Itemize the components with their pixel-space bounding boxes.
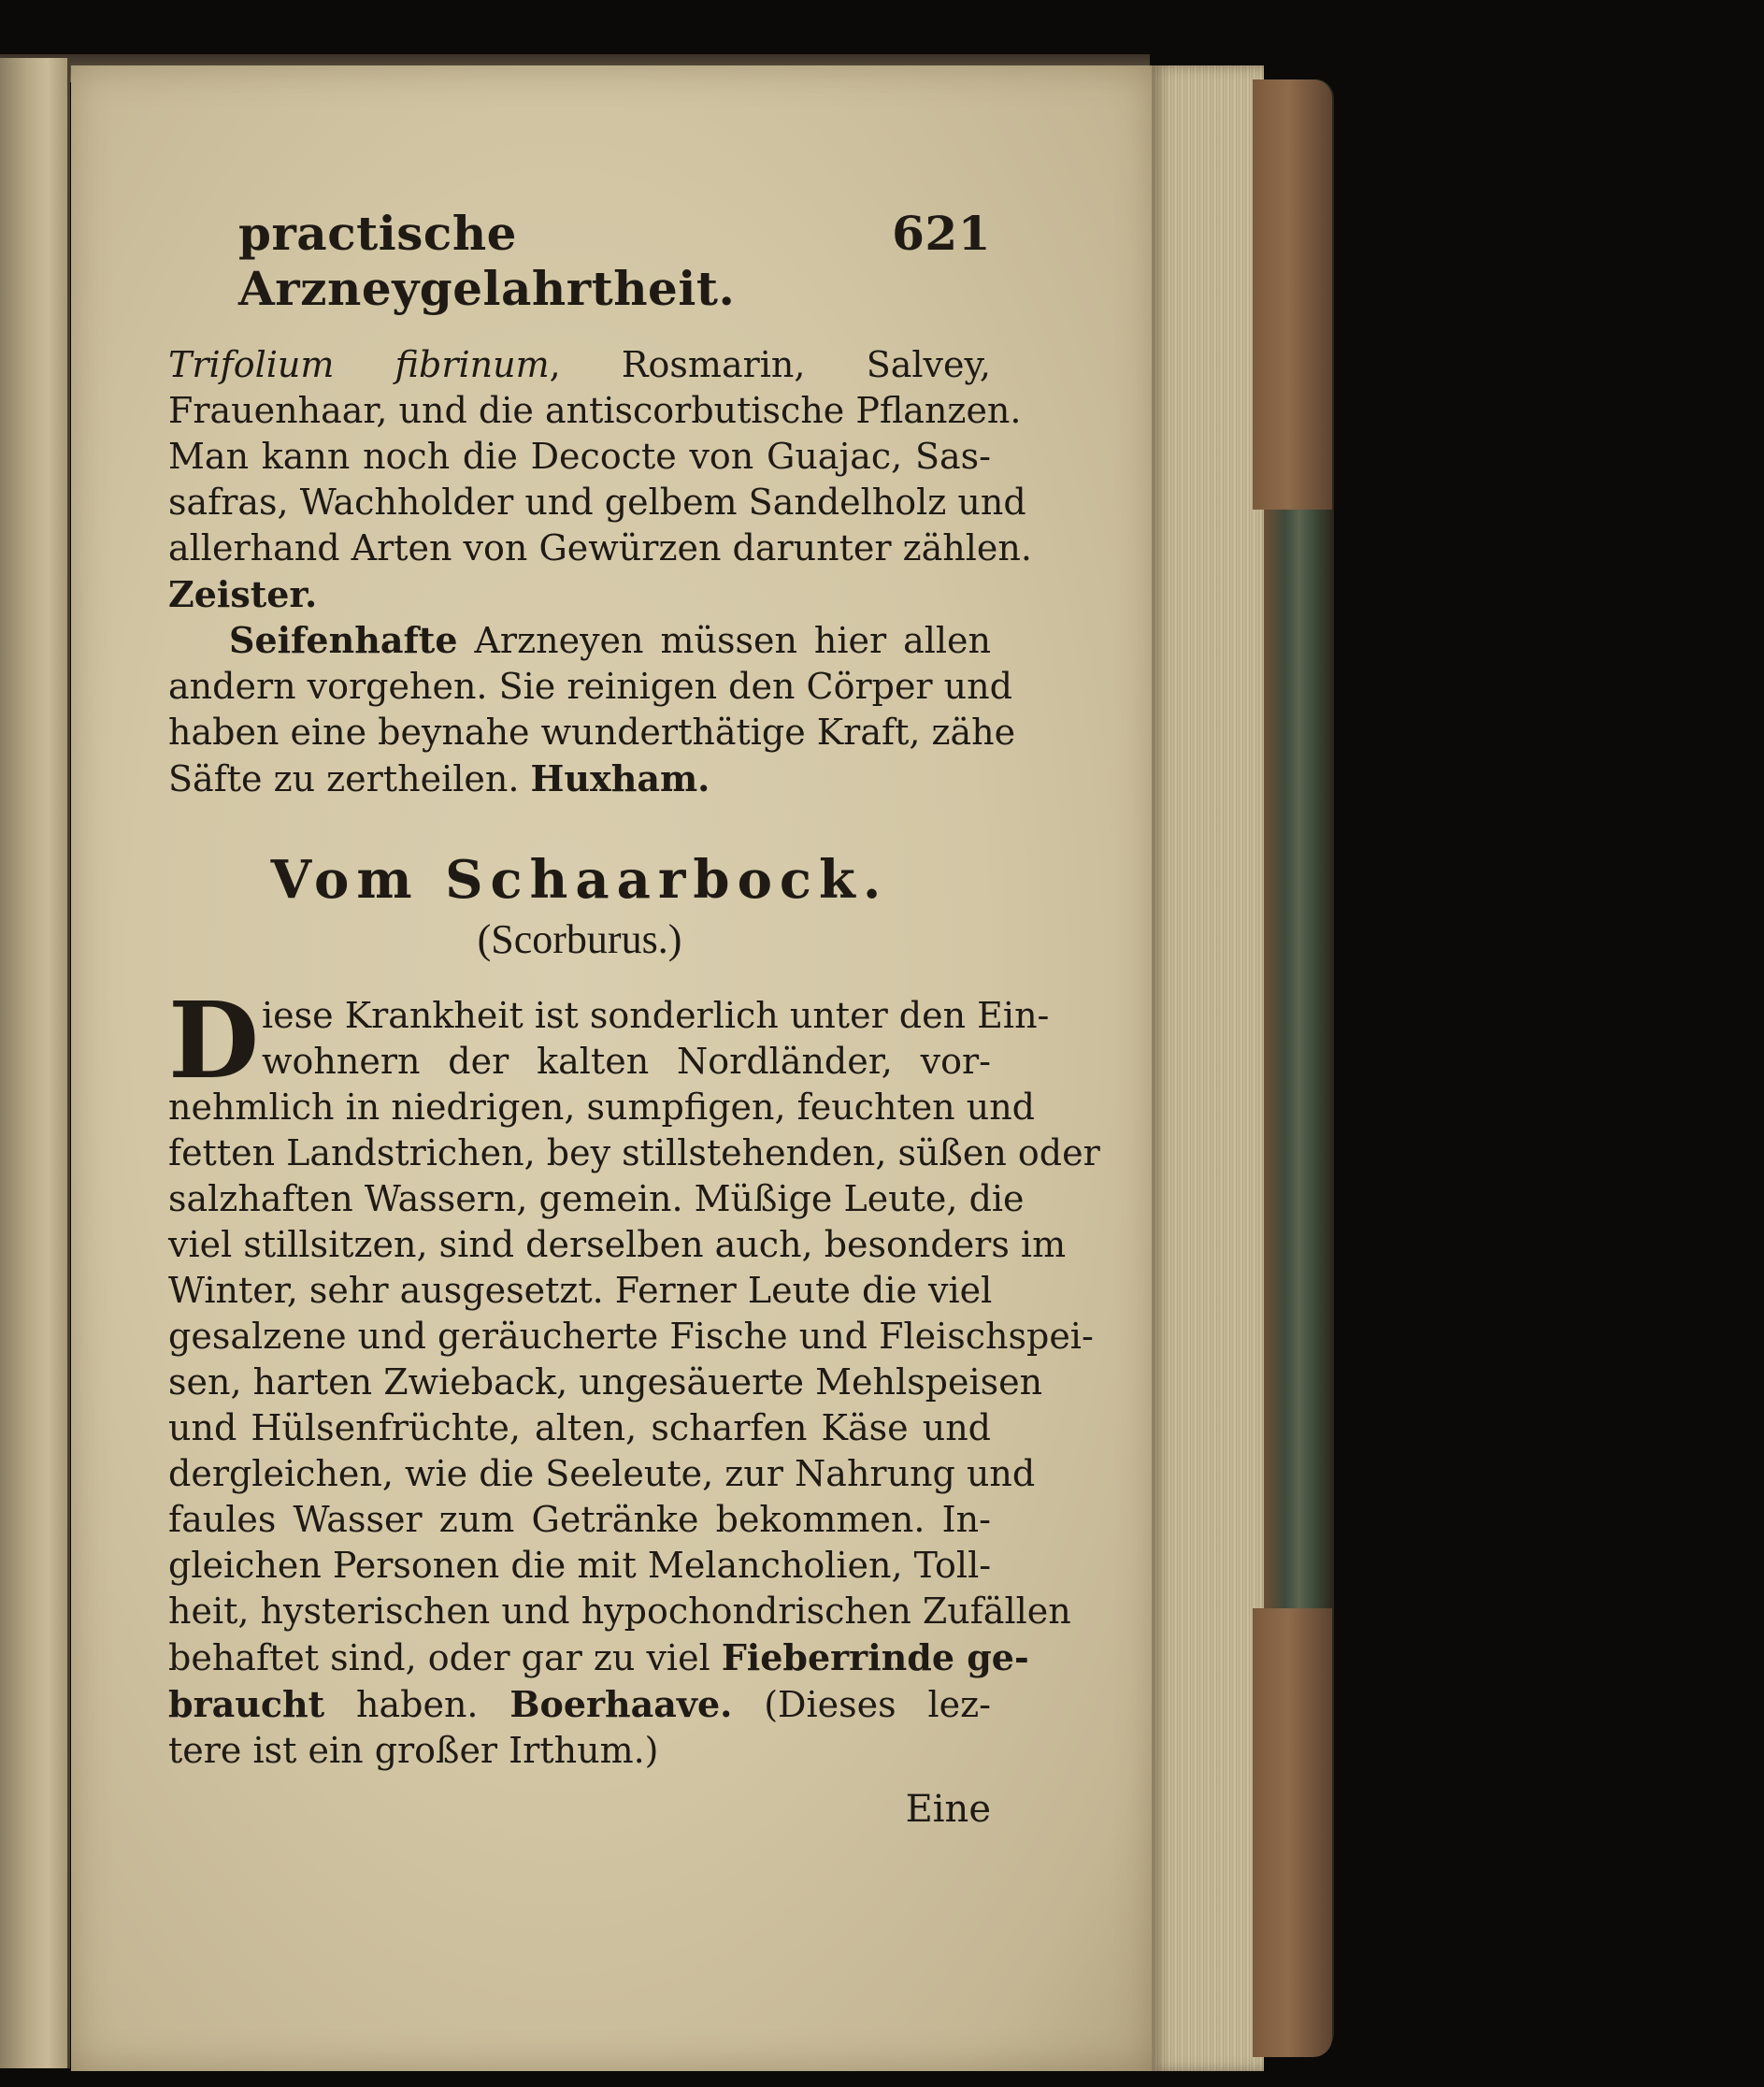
- paragraph-2: [168, 617, 1016, 802]
- author-citation: Boerhaave.: [509, 1683, 733, 1725]
- running-header: [238, 206, 991, 316]
- text-line: dergleichen, wie die Seeleute, zur Nahrung und: [168, 1453, 1036, 1494]
- text-line: tere ist ein großer Irthum.): [168, 1730, 659, 1771]
- text-line: behaftet sind, oder gar zu viel Fieberrinde ge-: [168, 1636, 1029, 1678]
- page-text: [168, 206, 1100, 1835]
- paragraph-3: [168, 980, 1100, 1774]
- text-line: gleichen Personen die mit Melancholien, Toll-: [168, 1545, 992, 1586]
- text-line: salzhaften Wassern, gemein. Müßige Leute, die: [168, 1178, 1025, 1219]
- author-citation: Zeister.: [168, 573, 318, 615]
- text-line: viel stillsitzen, sind derselben auch, besonders im: [168, 1224, 1067, 1265]
- section-title: Vom Schaarbock.: [270, 849, 889, 911]
- catchword: Eine: [905, 1788, 991, 1831]
- text-line: heit, hysterischen und hypochondrischen Zufällen: [168, 1590, 1071, 1632]
- page-number: 621: [892, 206, 991, 261]
- cover-leather-top: [1253, 79, 1332, 510]
- text-line: iese Krankheit ist sonderlich unter den Ein-: [262, 995, 1050, 1036]
- text-line: und Hülsenfrüchte, alten, scharfen Käse und: [168, 1407, 991, 1448]
- text-line: nehmlich in niedrigen, sumpfigen, feuchten und: [168, 1087, 1036, 1128]
- text-line: allerhand Arten von Gewürzen darunter zählen.: [168, 527, 1032, 569]
- paragraph-1: [168, 342, 1032, 617]
- left-page-edge: [0, 58, 70, 2068]
- text-line: haben eine beynahe wunderthätige Kraft, zähe: [168, 712, 1016, 753]
- text-line: fetten Landstrichen, bey stillstehenden, süßen oder: [168, 1132, 1100, 1173]
- emphasis-term: Seifenhafte: [229, 619, 458, 661]
- page-fore-edge: [1152, 65, 1264, 2071]
- text-line: Säfte zu zertheilen. Huxham.: [168, 757, 710, 799]
- text-line: Winter, sehr ausgesetzt. Ferner Leute die viel: [168, 1270, 993, 1311]
- text-line: Trifolium fibrinum, Rosmarin, Salvey,: [168, 344, 992, 385]
- text-line: safras, Wachholder und gelbem Sandelholz und: [168, 482, 1026, 523]
- text-line: Frauenhaar, und die antiscorbutische Pflanzen.: [168, 390, 1022, 431]
- cover-leather-bottom: [1253, 1608, 1332, 2057]
- running-title: practische Arzneygelahrtheit.: [238, 206, 736, 316]
- emphasis-term: braucht: [168, 1683, 325, 1725]
- text-line: Man kann noch die Decocte von Guajac, Sas-: [168, 436, 991, 477]
- text-line: andern vorgehen. Sie reinigen den Cörper und: [168, 666, 1012, 707]
- text-line: wohnern der kalten Nordländer, vor-: [262, 1041, 991, 1082]
- text-line: faules Wasser zum Getränke bekommen. In-: [168, 1499, 991, 1540]
- author-citation: Huxham.: [530, 757, 710, 799]
- text-line: braucht haben. Boerhaave. (Dieses lez-: [168, 1683, 991, 1725]
- text-line: sen, harten Zwieback, ungesäuerte Mehlspeisen: [168, 1361, 1043, 1403]
- emphasis-term: Fieberrinde ge-: [721, 1636, 1029, 1678]
- text-line: gesalzene und geräucherte Fische und Fleischspei-: [168, 1316, 1094, 1357]
- text-line: Seifenhafte Arzneyen müssen hier allen: [229, 619, 991, 661]
- drop-cap: D: [168, 980, 260, 1102]
- section-subtitle: (Scorburus.): [477, 916, 682, 962]
- latin-term: Trifolium fibrinum: [168, 344, 550, 385]
